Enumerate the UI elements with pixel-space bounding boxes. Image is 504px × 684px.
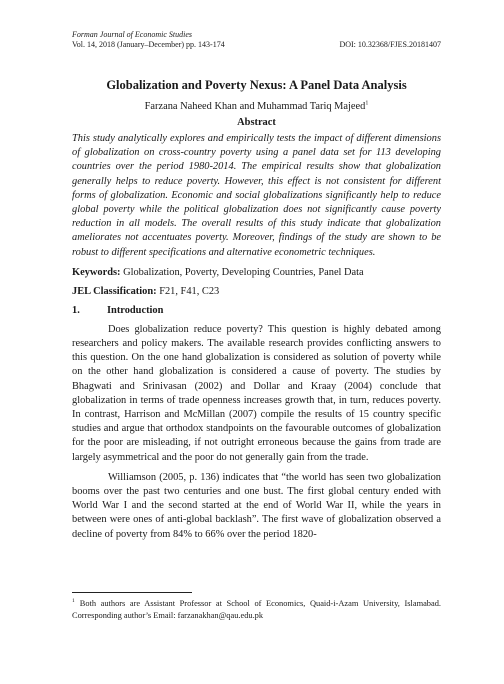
section-title: Introduction: [107, 304, 164, 316]
section-heading: [72, 304, 441, 317]
keywords-label: Keywords:: [72, 266, 121, 278]
keywords-value: Globalization, Poverty, Developing Countries, Panel Data: [123, 266, 364, 278]
article-title: Globalization and Poverty Nexus: A Panel Data Analysis: [106, 78, 407, 92]
paper-page: [72, 30, 441, 542]
abstract-text: This study analytically explores and empirically tests the impact of different dimensions of globalization on cross-country poverty using a panel data set for 113 developing countries over the period 1980-2014. The empirical results show that globalization generally helps to reduce poverty. However, this effect is not consistent for different forms of globalization. Economic and social globalizations significantly help to reduce global poverty while the political globalization does not significantly cause poverty reduction in all models. The overall results of this study indicate that globalization ameliorates not accentuates poverty. Moreover, findings of the study are shown to be robust to different specifications and alternative econometric techniques.: [72, 133, 441, 258]
footnote-mark: 1: [72, 598, 75, 605]
doi: DOI: 10.32368/FJES.20181407: [339, 40, 441, 49]
jel-label: JEL Classification:: [72, 285, 157, 297]
keywords-line: [72, 266, 441, 279]
volume-info: Vol. 14, 2018 (January–December) pp. 143-174: [72, 40, 225, 49]
paragraph: Does globalization reduce poverty? This question is highly debated among researchers and policy makers. The available research provides conflicting answers to this question. On the one hand globalization is considered as solution of poverty while on the other hand globalization is considered a cause of poverty. The studies by Bhagwati and Srinivasan (2002) and Dollar and Kraay (2004) conclude that globalization in terms of trade openness increases growth that, in turn, reduces poverty. In contrast, Harrison and McMillan (2007) compile the results of 15 country specific studies and argue that orthodox standpoints on the favourable outcomes of globalization for the poor are misleading, if not outright erroneous because the gains from trade are largely asymmetrical and the poor do not generally gain from the trade.: [72, 323, 441, 463]
paragraph: Williamson (2005, p. 136) indicates that “the world has seen two globalization booms over the past two centuries and one bust. The first global century ended with World War I and the second started at the end of World War II, while the years in between were ones of anti-global backlash”. The first wave of globalization observed a decline of poverty from 84% to 66% over the period 1820-: [72, 471, 441, 540]
jel-value: F21, F41, C23: [159, 285, 220, 297]
abstract-heading: Abstract: [237, 117, 276, 128]
author-line: [72, 100, 441, 113]
footnote: [72, 598, 441, 621]
journal-name: Forman Journal of Economic Studies: [72, 30, 192, 39]
authors: Farzana Naheed Khan and Muhammad Tariq Majeed: [144, 101, 366, 112]
footnote-divider: [72, 592, 192, 593]
header-row: [72, 40, 441, 50]
section-number: 1.: [72, 304, 80, 316]
jel-line: [72, 285, 441, 298]
footnote-text: Both authors are Assistant Professor at School of Economics, Quaid-i-Azam University, Islamabad. Corresponding author’s Email: farzanakhan@qau.edu.pk: [72, 599, 441, 620]
author-footnote-mark: 1: [365, 100, 369, 107]
